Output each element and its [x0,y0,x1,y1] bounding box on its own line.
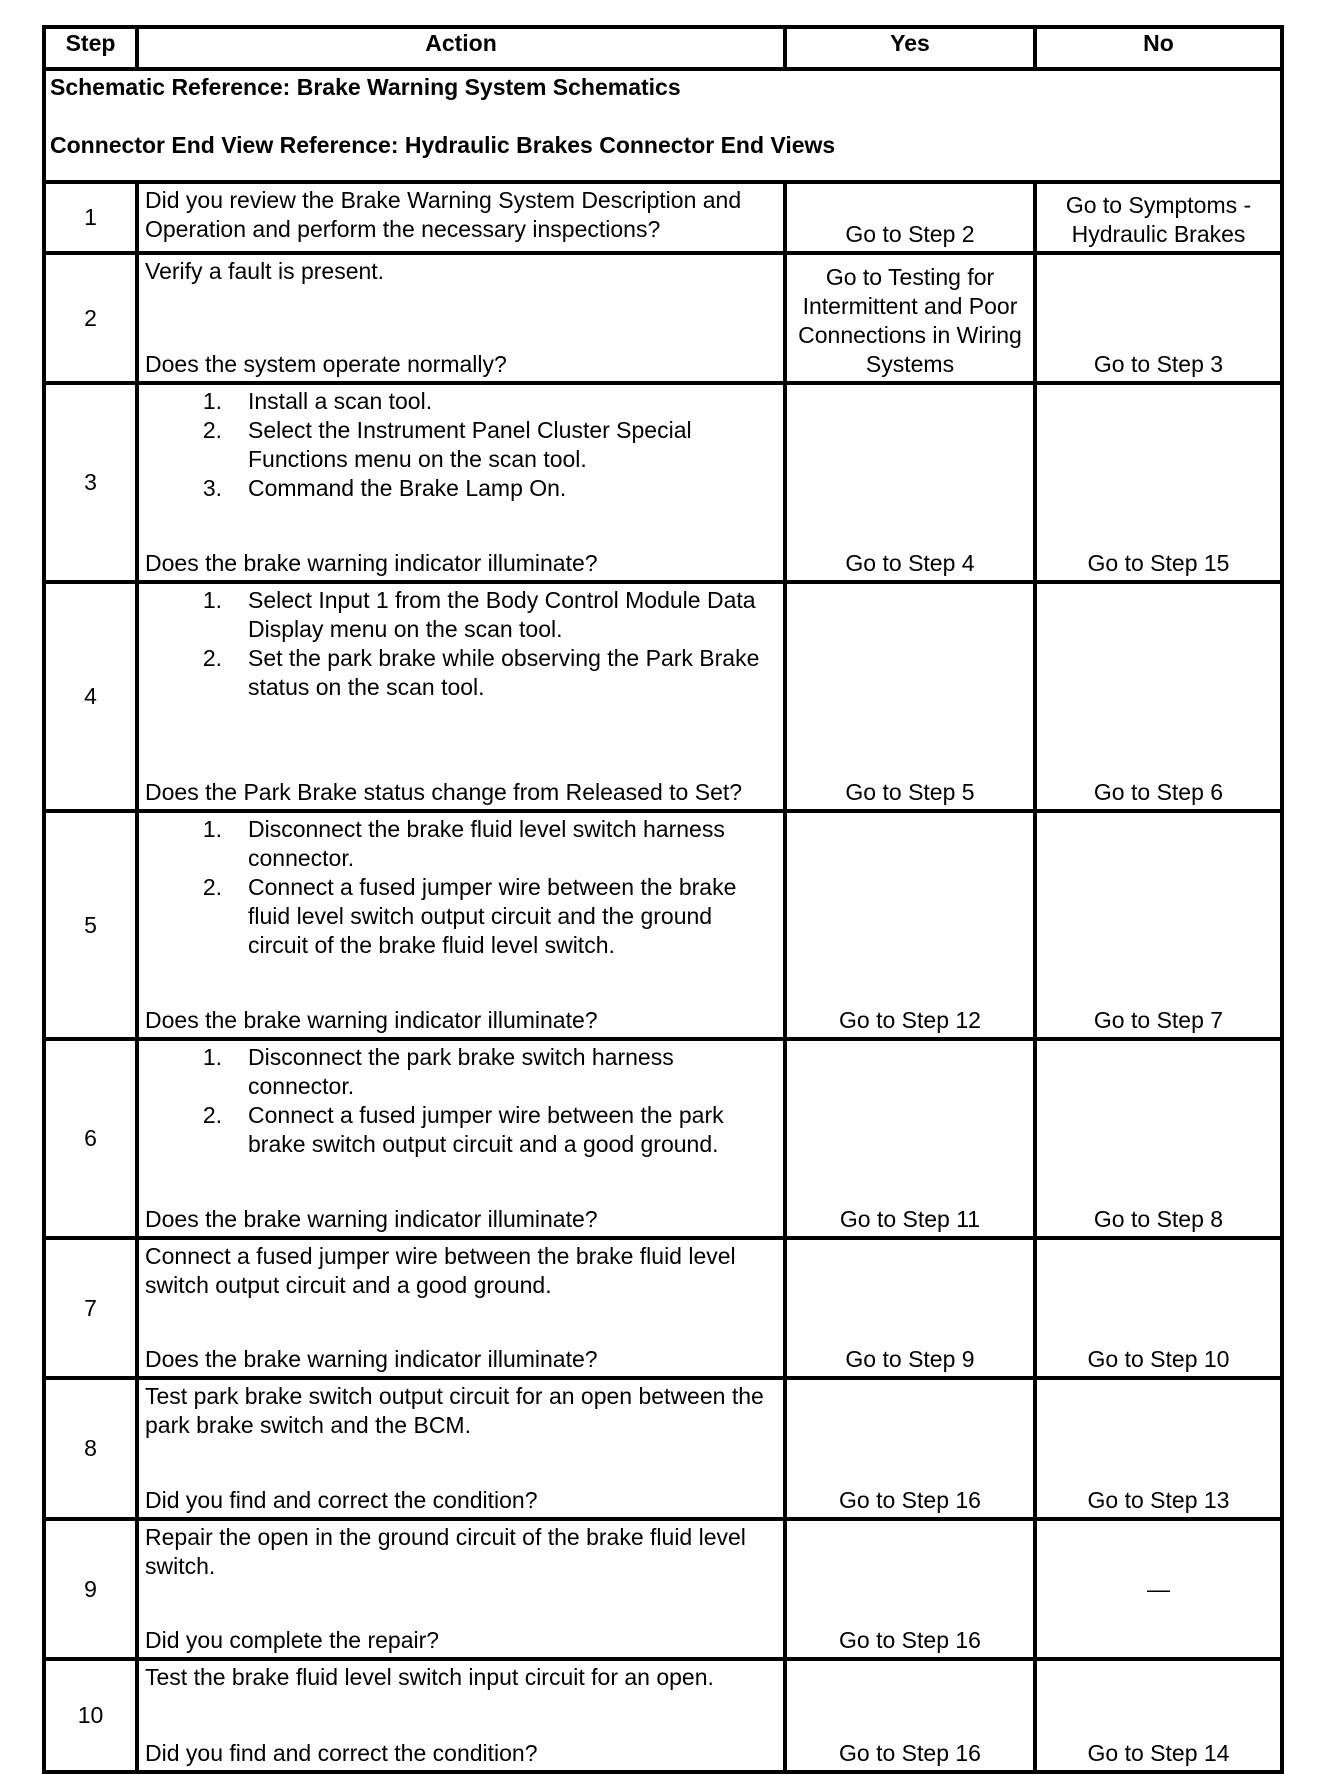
table-row [44,253,1282,383]
action-intro: Repair the open in the ground circuit of the brake fluid level switch. [145,1524,746,1579]
no-cell: Go to Step 14 [1035,1659,1282,1772]
action-intro: Connect a fused jumper wire between the brake fluid level switch output circuit and a good ground. [145,1243,736,1298]
step-cell: 3 [44,383,137,582]
action-question: Did you find and correct the condition? [145,1740,538,1766]
step-text: Install a scan tool. [248,388,433,414]
no-cell: Go to Step 3 [1035,253,1282,383]
step-text: Command the Brake Lamp On. [248,475,567,501]
no-cell: Go to Step 6 [1035,582,1282,811]
yes-cell: Go to Testing for Intermittent and Poor Connections in Wiring Systems [785,253,1035,383]
header-no: No [1035,27,1282,69]
step-text: Disconnect the brake fluid level switch harness connector. [248,816,725,871]
action-cell [137,253,785,383]
yes-cell: Go to Step 4 [785,383,1035,582]
table-row [44,811,1282,1039]
action-step-item [145,1101,777,1159]
no-cell: Go to Step 10 [1035,1238,1282,1378]
action-question: Does the brake warning indicator illuminate? [145,1007,598,1033]
action-steps [145,1043,777,1159]
action-step-item [145,873,777,960]
table-row [44,1378,1282,1519]
step-text: Connect a fused jumper wire between the park brake switch output circuit and a good ground. [248,1102,724,1157]
action-cell [137,1519,785,1659]
action-cell [137,182,785,253]
step-number: 1. [202,1044,222,1070]
action-question: Did you find and correct the condition? [145,1487,538,1513]
action-intro: Test the brake fluid level switch input circuit for an open. [145,1664,714,1690]
action-cell [137,1238,785,1378]
step-number: 2. [202,645,222,671]
action-steps [145,815,777,960]
action-question: Does the brake warning indicator illuminate? [145,1206,598,1232]
table-row [44,1039,1282,1238]
reference-row [44,69,1282,182]
step-number: 3. [202,475,222,501]
step-cell: 10 [44,1659,137,1772]
action-step-item [145,644,777,702]
action-step-item [145,586,777,644]
action-question: Does the Park Brake status change from Released to Set? [145,779,743,805]
yes-cell: Go to Step 9 [785,1238,1035,1378]
yes-cell: Go to Step 16 [785,1378,1035,1519]
action-step-item [145,815,777,873]
step-cell: 9 [44,1519,137,1659]
action-step-item [145,474,777,503]
action-cell [137,383,785,582]
step-number: 2. [202,417,222,443]
step-text: Disconnect the park brake switch harness connector. [248,1044,674,1099]
action-steps [145,387,777,503]
step-number: 2. [202,874,222,900]
action-step-item [145,387,777,416]
no-cell: Go to Step 7 [1035,811,1282,1039]
reference-cell [44,69,1282,182]
no-cell: Go to Step 8 [1035,1039,1282,1238]
header-yes: Yes [785,27,1035,69]
diagnostic-table [42,25,1284,1774]
step-text: Set the park brake while observing the Park Brake status on the scan tool. [248,645,760,700]
connector-reference: Connector End View Reference: Hydraulic Brakes Connector End Views [50,132,836,158]
step-cell: 7 [44,1238,137,1378]
step-cell: 5 [44,811,137,1039]
step-text: Select the Instrument Panel Cluster Special Functions menu on the scan tool. [248,417,692,472]
table-row [44,582,1282,811]
action-intro: Test park brake switch output circuit for an open between the park brake switch and the BCM. [145,1383,764,1438]
no-cell: — [1035,1519,1282,1659]
step-number: 1. [202,388,222,414]
table-row [44,1519,1282,1659]
action-question: Does the brake warning indicator illuminate? [145,550,598,576]
action-question: Did you complete the repair? [145,1627,440,1653]
header-row [44,27,1282,69]
table-row [44,182,1282,253]
step-number: 1. [202,816,222,842]
schematic-reference: Schematic Reference: Brake Warning System Schematics [50,74,681,100]
action-step-item [145,416,777,474]
action-step-item [145,1043,777,1101]
step-cell: 8 [44,1378,137,1519]
step-number: 1. [202,587,222,613]
step-cell: 4 [44,582,137,811]
no-cell: Go to Step 15 [1035,383,1282,582]
table-row [44,1238,1282,1378]
no-cell: Go to Step 13 [1035,1378,1282,1519]
yes-cell: Go to Step 16 [785,1659,1035,1772]
header-step: Step [44,27,137,69]
yes-cell: Go to Step 12 [785,811,1035,1039]
step-cell: 6 [44,1039,137,1238]
action-steps [145,586,777,702]
action-question: Does the brake warning indicator illuminate? [145,1346,598,1372]
action-cell [137,1039,785,1238]
step-cell: 1 [44,182,137,253]
header-action: Action [137,27,785,69]
yes-cell: Go to Step 11 [785,1039,1035,1238]
action-cell [137,811,785,1039]
yes-cell: Go to Step 2 [785,182,1035,253]
table-row [44,383,1282,582]
step-text: Select Input 1 from the Body Control Module Data Display menu on the scan tool. [248,587,756,642]
action-intro: Verify a fault is present. [145,258,385,284]
step-text: Connect a fused jumper wire between the brake fluid level switch output circuit and the ground circuit of the brake fluid level switch. [248,874,737,958]
step-cell: 2 [44,253,137,383]
yes-cell: Go to Step 5 [785,582,1035,811]
step-number: 2. [202,1102,222,1128]
action-question: Does the system operate normally? [145,351,507,377]
action-cell [137,582,785,811]
table-row [44,1659,1282,1772]
action-intro: Did you review the Brake Warning System Description and Operation and perform the necessary inspections? [145,187,742,242]
action-cell [137,1659,785,1772]
no-cell: Go to Symptoms - Hydraulic Brakes [1035,182,1282,253]
action-cell [137,1378,785,1519]
yes-cell: Go to Step 16 [785,1519,1035,1659]
